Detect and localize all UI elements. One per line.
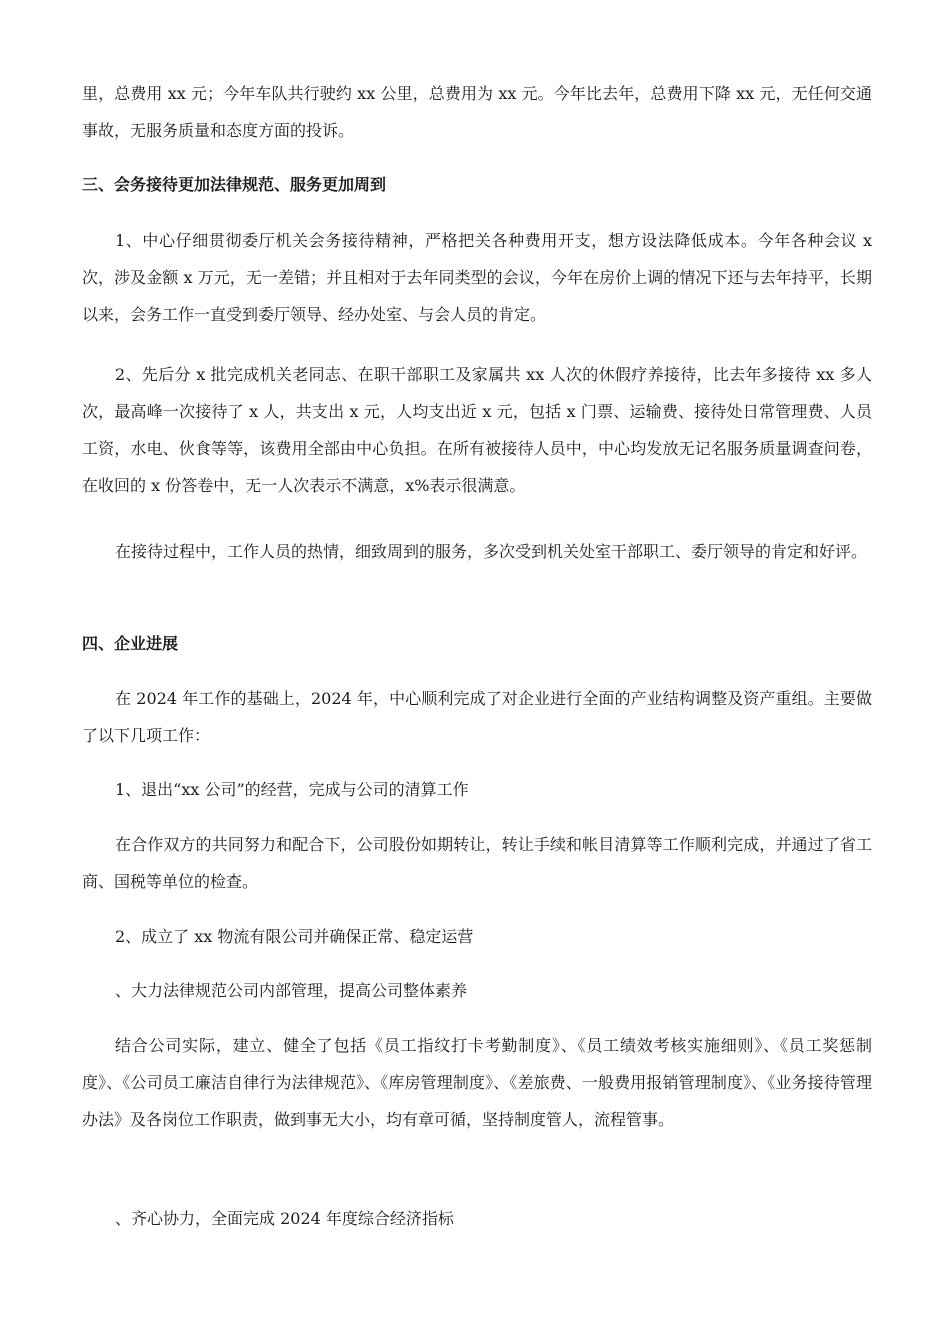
- paragraph-meeting-2: 2、先后分 x 批完成机关老同志、在职干部职工及家属共 xx 人次的休假疗养接待，比去年多接待 xx 多人次，最高峰一次接待了 x 人，共支出 x 元，人均支出近 x 元，包括 x 门票、运输费、接待处日常管理费、人员工资，水电、伙食等等，该费用全部由中心负担。在所有被接待人员中，中心均发放无记名服务质量调查问卷，在收回的 x 份答卷中，无一人次表示不满意，x%表示很满意。: [82, 365, 872, 495]
- list-item-logistics-company: 2、成立了 xx 物流有限公司并确保正常、稳定运营: [115, 927, 474, 946]
- list-item-economic-targets: 、齐心协力，全面完成 2024 年度综合经济指标: [115, 1209, 454, 1228]
- list-item-internal-management: 、大力法律规范公司内部管理，提高公司整体素养: [115, 981, 468, 1000]
- paragraph-exit-company-detail: 在合作双方的共同努力和配合下，公司股份如期转让，转让手续和帐目清算等工作顺利完成，并通过了省工商、国税等单位的检查。: [82, 835, 872, 891]
- list-item-exit-company: 1、退出“xx 公司”的经营，完成与公司的清算工作: [115, 780, 469, 799]
- paragraph-reception-praise: 在接待过程中，工作人员的热情，细致周到的服务，多次受到机关处室干部职工、委厅领导的肯定和好评。: [115, 542, 868, 561]
- paragraph-meeting-1: 1、中心仔细贯彻委厅机关会务接待精神，严格把关各种费用开支，想方设法降低成本。今年各种会议 x 次，涉及金额 x 万元，无一差错；并且相对于去年同类型的会议，今年在房价上调的情况下还与去年持平，长期以来，会务工作一直受到委厅领导、经办处室、与会人员的肯定。: [82, 231, 872, 324]
- paragraph-vehicle-costs: 里，总费用 xx 元；今年车队共行驶约 xx 公里，总费用为 xx 元。今年比去年，总费用下降 xx 元，无任何交通事故，无服务质量和态度方面的投诉。: [82, 84, 872, 140]
- section-heading-conference-reception: 三、会务接待更加法律规范、服务更加周到: [82, 175, 387, 194]
- paragraph-enterprise-intro: 在 2024 年工作的基础上，2024 年，中心顺利完成了对企业进行全面的产业结构调整及资产重组。主要做了以下几项工作：: [82, 689, 872, 745]
- paragraph-management-rules: 结合公司实际，建立、健全了包括《员工指纹打卡考勤制度》、《员工绩效考核实施细则》、《员工奖惩制度》、《公司员工廉洁自律行为法律规范》、《库房管理制度》、《差旅费、一般费用报销管理制度》、《业务接待管理办法》及各岗位工作职责，做到事无大小，均有章可循，坚持制度管人，流程管事。: [82, 1036, 872, 1129]
- section-heading-enterprise: 四、企业进展: [82, 634, 179, 653]
